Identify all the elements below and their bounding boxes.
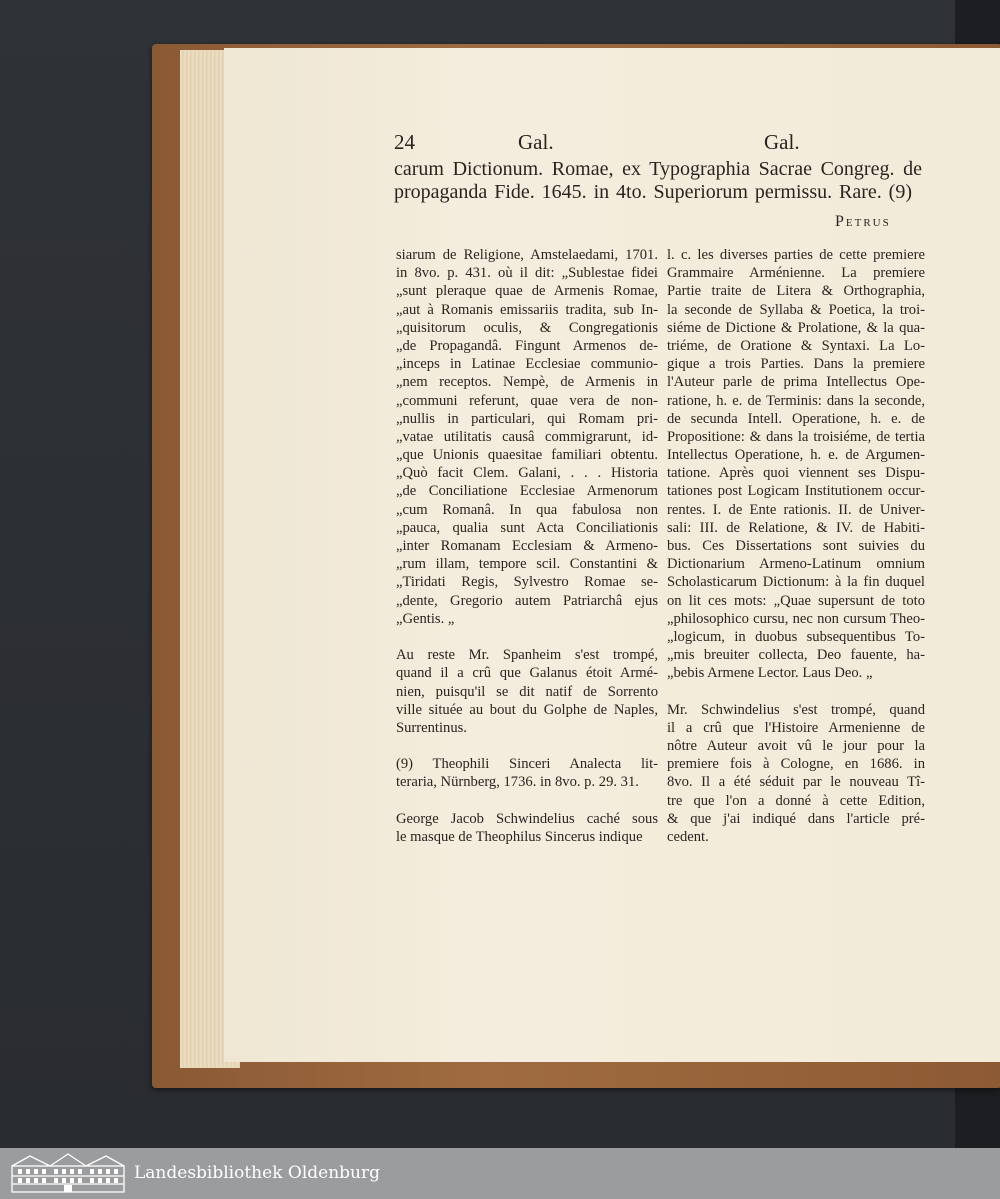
text-line: „rum illam, tempore scil. Constantini &: [396, 556, 658, 573]
text-line: „de Propagandâ. Fingunt Armenos de-: [396, 337, 658, 354]
text-line: l. c. les diverses parties de cette premiere: [667, 247, 925, 263]
text-line: le masque de Theophilus Sincerus indique: [396, 829, 643, 845]
text-line: „inter Romanam Ecclesiam & Armeno-: [396, 538, 658, 554]
text-line: „Quò facit Clem. Galani, . . . Historia: [396, 465, 658, 482]
text-line: ratione, h. e. de Terminis: dans la seconde,: [667, 392, 925, 409]
library-name: Landesbibliothek Oldenburg: [134, 1163, 381, 1183]
text-line: „Gentis. „: [396, 610, 455, 627]
text-line: „que Unionis quaesitae familiari obtentu.: [396, 447, 658, 464]
text-line: Grammaire Arménienne. La premiere: [667, 265, 925, 282]
text-line: Surrentinus.: [396, 719, 467, 736]
text-line: in 8vo. p. 431. où il dit: „Sublestae fidei: [396, 265, 658, 282]
header-right: Gal.: [764, 130, 800, 154]
title-line: [394, 158, 922, 181]
title-line-1: carum Dictionum. Romae, ex Typographia Sacrae Congreg. de: [394, 158, 922, 180]
text-line: 8vo. Il a été séduit par le nouveau Tî-: [667, 774, 925, 791]
text-line: „mis breuiter collecta, Deo fauente, ha-: [667, 647, 925, 664]
title-line: [394, 181, 912, 204]
text-line: quand il a crû que Galanus étoit Armé-: [396, 665, 658, 682]
right-head: Petrus: [835, 213, 891, 230]
text-line: premiere fois à Cologne, en 1686. in: [667, 756, 925, 773]
text-line: siéme de Dictione & Prolatione, & la qua-: [667, 319, 925, 336]
right-column: [667, 246, 925, 846]
text-line: triéme, de Oratione & Syntaxi. La Lo-: [667, 337, 925, 354]
text-line: „Tiridati Regis, Sylvestro Romae se-: [396, 574, 658, 591]
text-line: „inceps in Latinae Ecclesiae communio-: [396, 356, 658, 373]
text-line: „logicum, in duobus subsequentibus To-: [667, 628, 925, 645]
text-line: cedent.: [667, 829, 709, 845]
text-line: Intellectus Operatione, h. e. de Argumen-: [667, 447, 925, 464]
text-line: „vatae utilitatis causâ commigrarunt, id-: [396, 428, 658, 445]
text-line: nôtre Auteur avoit vû le jour pour la: [667, 738, 925, 755]
title-line-2: propaganda Fide. 1645. in 4to. Superiorum permissu. Rare. (9): [394, 181, 912, 203]
text-line: bus. Ces Dissertations sont suivies du: [667, 538, 925, 554]
text-line: „communi referunt, quae vera de non-: [396, 392, 658, 409]
text-line: la seconde de Syllaba & Poetica, la troi-: [667, 301, 925, 318]
text-line: Propositione: & dans la troisiéme, de tertia: [667, 428, 925, 445]
text-line: teraria, Nürnberg, 1736. in 8vo. p. 29. 31.: [396, 774, 639, 791]
text-line: de secunda Intell. Operatione, h. e. de: [667, 410, 925, 427]
text-line: „pauca, qualia sunt Acta Conciliationis: [396, 519, 658, 536]
text-line: „quisitorum oculis, & Congregationis: [396, 319, 658, 336]
text-line: gique a trois Parties. Dans la premiere: [667, 356, 925, 373]
text-line: tatione. Après quoi viennent ses Dispu-: [667, 465, 925, 482]
text-line: [396, 792, 658, 810]
text-line: „sunt pleraque quae de Armenis Romae,: [396, 283, 658, 300]
text-line: „nem receptos. Nempè, de Armenis in: [396, 374, 658, 391]
text-line: tre que l'on a donné à cette Edition,: [667, 792, 925, 809]
left-column: [396, 246, 658, 846]
text-line: & que j'ai indiqué dans l'article pré-: [667, 810, 925, 827]
text-line: Scholasticarum Dictionum: à la fin duquel: [667, 574, 925, 591]
text-line: on lit ces mots: „Quae supersunt de toto: [667, 592, 925, 609]
text-line: Au reste Mr. Spanheim s'est trompé,: [396, 647, 658, 664]
text-line: Partie traite de Litera & Orthographia,: [667, 283, 925, 300]
text-line: „bebis Armene Lector. Laus Deo. „: [667, 665, 873, 682]
header-left: Gal.: [518, 130, 554, 154]
text-line: „nullis in particulari, qui Romam pri-: [396, 410, 658, 427]
text-line: „aut à Romanis emissariis tradita, sub In-: [396, 301, 658, 318]
text-line: ville située au bout du Golphe de Naples,: [396, 701, 658, 718]
footer-bar: [0, 1148, 1000, 1199]
text-line: Dictionarium Armeno-Latinum omnium: [667, 556, 925, 573]
text-line: rentes. I. de Ente rationis. II. de Univer-: [667, 501, 925, 518]
library-building-icon: [10, 1152, 126, 1198]
text-line: l'Auteur parle de prima Intellectus Ope-: [667, 374, 925, 391]
page-number: 24: [394, 130, 415, 154]
text-line: (9) Theophili Sinceri Analecta lit-: [396, 756, 658, 773]
text-line: [667, 683, 925, 701]
text-line: [396, 628, 658, 646]
text-line: „dente, Gregorio autem Patriarchâ ejus: [396, 592, 658, 609]
text-line: [396, 737, 658, 755]
text-line: tationes post Logicam Institutionem occur-: [667, 483, 925, 500]
text-line: „de Conciliatione Ecclesiae Armenorum: [396, 483, 658, 500]
text-line: George Jacob Schwindelius caché sous: [396, 810, 658, 827]
text-line: „philosophico cursu, nec non cursum Theo-: [667, 610, 925, 627]
text-line: il a crû que l'Histoire Armenienne de: [667, 719, 925, 736]
text-line: siarum de Religione, Amstelaedami, 1701.: [396, 247, 658, 263]
text-line: sali: III. de Relatione, & IV. de Habiti-: [667, 519, 925, 536]
text-line: nien, puisqu'il se dit natif de Sorrento: [396, 683, 658, 700]
text-line: Mr. Schwindelius s'est trompé, quand: [667, 701, 925, 718]
text-line: „cum Romanâ. In qua fabulosa non: [396, 501, 658, 518]
